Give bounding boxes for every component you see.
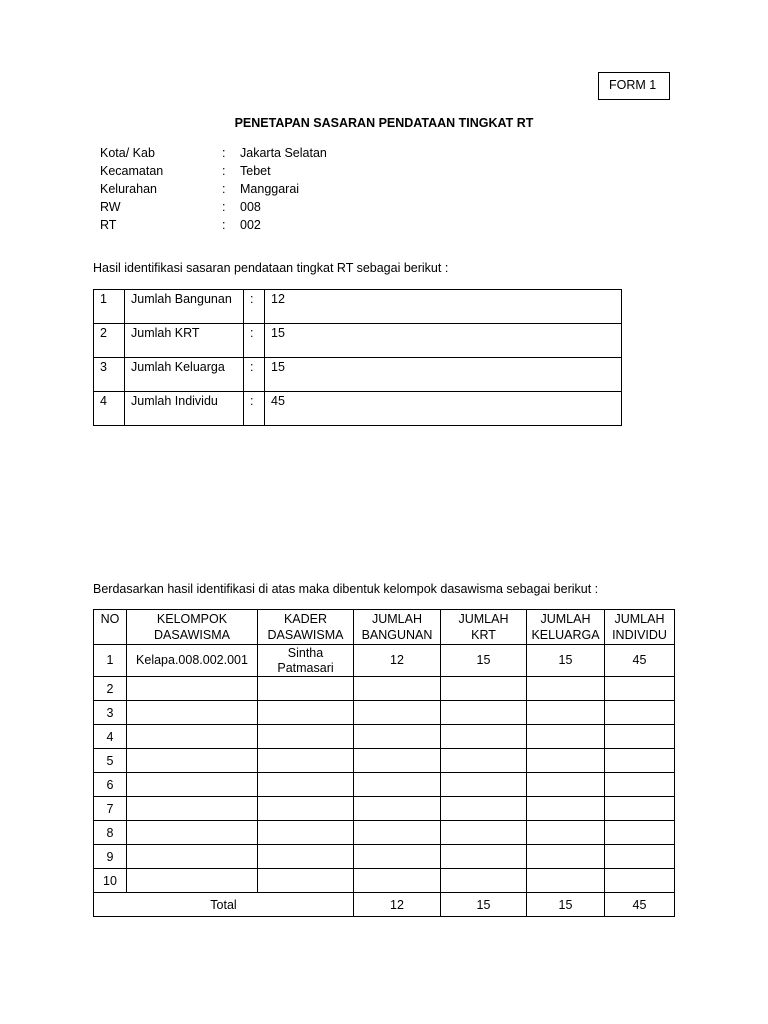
table-cell	[605, 701, 675, 725]
table-row	[94, 773, 675, 797]
summary-no: 1	[94, 290, 125, 324]
table-cell	[605, 869, 675, 893]
table-cell: 15	[527, 645, 605, 677]
column-header-line: DASAWISMA	[154, 628, 230, 642]
summary-no: 3	[94, 358, 125, 392]
location-colon: :	[222, 146, 226, 160]
table-header-row	[94, 610, 675, 645]
summary-table	[93, 289, 622, 426]
table-cell: 1	[94, 645, 127, 677]
total-value: 12	[354, 893, 441, 917]
table-cell	[258, 725, 354, 749]
intro-text: Hasil identifikasi sasaran pendataan tingkat RT sebagai berikut :	[93, 261, 449, 275]
table-row	[94, 645, 675, 677]
table-row	[94, 358, 622, 392]
table-cell	[354, 677, 441, 701]
group-text: Berdasarkan hasil identifikasi di atas maka dibentuk kelompok dasawisma sebagai berikut :	[93, 582, 599, 596]
location-value: Tebet	[240, 164, 271, 178]
table-cell	[354, 701, 441, 725]
table-cell	[354, 845, 441, 869]
table-cell	[441, 845, 527, 869]
column-header-line: KRT	[471, 628, 496, 642]
location-value: 008	[240, 200, 261, 214]
column-header-line: DASAWISMA	[267, 628, 344, 642]
column-header-line: NO	[100, 612, 120, 626]
table-cell	[127, 749, 258, 773]
table-cell	[441, 677, 527, 701]
table-cell	[354, 725, 441, 749]
table-cell: 4	[94, 725, 127, 749]
summary-label: Jumlah KRT	[125, 324, 244, 358]
location-value: Jakarta Selatan	[240, 146, 327, 160]
table-cell	[441, 773, 527, 797]
location-row	[100, 180, 327, 198]
table-row	[94, 701, 675, 725]
table-cell	[441, 701, 527, 725]
table-cell	[258, 845, 354, 869]
table-cell	[527, 677, 605, 701]
summary-colon: :	[244, 324, 265, 358]
table-row	[94, 869, 675, 893]
table-row	[94, 324, 622, 358]
table-cell	[127, 821, 258, 845]
location-row	[100, 216, 327, 234]
table-row	[94, 845, 675, 869]
table-cell	[527, 773, 605, 797]
column-header	[527, 610, 605, 645]
summary-colon: :	[244, 392, 265, 426]
column-header-line: JUMLAH	[614, 612, 665, 626]
table-cell: 9	[94, 845, 127, 869]
table-cell	[441, 725, 527, 749]
location-value: Manggarai	[240, 182, 300, 196]
summary-label: Jumlah Bangunan	[125, 290, 244, 324]
table-cell	[127, 797, 258, 821]
location-value: 002	[240, 218, 261, 232]
table-cell: 10	[94, 869, 127, 893]
table-cell	[258, 773, 354, 797]
table-row	[94, 725, 675, 749]
table-cell: 45	[605, 645, 675, 677]
table-cell	[605, 797, 675, 821]
table-cell: Sintha Patmasari	[258, 645, 354, 677]
table-cell: 8	[94, 821, 127, 845]
table-row	[94, 677, 675, 701]
table-cell	[527, 869, 605, 893]
table-cell	[527, 749, 605, 773]
table-cell	[605, 677, 675, 701]
total-value: 45	[605, 893, 675, 917]
table-row	[94, 392, 622, 426]
summary-colon: :	[244, 290, 265, 324]
table-cell: Kelapa.008.002.001	[127, 645, 258, 677]
summary-no: 2	[94, 324, 125, 358]
table-cell	[605, 845, 675, 869]
table-cell	[127, 845, 258, 869]
column-header	[605, 610, 675, 645]
column-header-line: KELUARGA	[531, 628, 600, 642]
table-cell	[605, 773, 675, 797]
column-header-line: KADER	[283, 612, 328, 626]
column-header-line: INDIVIDU	[612, 628, 667, 642]
column-header-line: JUMLAH	[371, 612, 422, 626]
location-colon: :	[222, 200, 226, 214]
table-row	[94, 290, 622, 324]
table-cell: 12	[354, 645, 441, 677]
table-cell	[527, 701, 605, 725]
form-label-box: FORM 1	[598, 72, 670, 100]
table-cell	[527, 845, 605, 869]
total-label: Total	[94, 893, 354, 917]
table-cell	[527, 797, 605, 821]
summary-label: Jumlah Individu	[125, 392, 244, 426]
column-header	[441, 610, 527, 645]
column-header	[258, 610, 354, 645]
location-label: Kecamatan	[100, 164, 164, 178]
table-cell	[441, 821, 527, 845]
column-header	[354, 610, 441, 645]
table-cell	[127, 773, 258, 797]
table-cell	[127, 677, 258, 701]
column-header-line: BANGUNAN	[361, 628, 433, 642]
table-row	[94, 821, 675, 845]
location-row	[100, 162, 327, 180]
column-header-line: JUMLAH	[458, 612, 509, 626]
table-cell	[605, 749, 675, 773]
table-row	[94, 749, 675, 773]
table-total-row	[94, 893, 675, 917]
table-cell	[354, 869, 441, 893]
table-cell	[354, 749, 441, 773]
table-cell	[354, 797, 441, 821]
column-header	[94, 610, 127, 645]
table-cell: 15	[441, 645, 527, 677]
summary-value: 12	[265, 290, 622, 324]
table-cell	[527, 821, 605, 845]
table-cell	[527, 725, 605, 749]
column-header-line: KELOMPOK	[156, 612, 228, 626]
table-cell	[441, 797, 527, 821]
location-info	[100, 144, 327, 234]
table-cell	[441, 749, 527, 773]
summary-no: 4	[94, 392, 125, 426]
column-header	[127, 610, 258, 645]
location-colon: :	[222, 164, 226, 178]
table-cell	[605, 821, 675, 845]
table-cell	[258, 821, 354, 845]
table-row	[94, 797, 675, 821]
location-colon: :	[222, 182, 226, 196]
table-cell	[258, 869, 354, 893]
table-cell	[127, 869, 258, 893]
table-cell: 7	[94, 797, 127, 821]
location-label: RW	[100, 200, 121, 214]
column-header-line: JUMLAH	[540, 612, 591, 626]
table-cell	[354, 773, 441, 797]
table-cell	[605, 725, 675, 749]
table-cell: 2	[94, 677, 127, 701]
table-cell	[258, 701, 354, 725]
table-cell	[441, 869, 527, 893]
table-cell	[127, 701, 258, 725]
summary-label: Jumlah Keluarga	[125, 358, 244, 392]
table-cell: 5	[94, 749, 127, 773]
total-value: 15	[441, 893, 527, 917]
summary-value: 15	[265, 324, 622, 358]
table-cell	[258, 797, 354, 821]
location-row	[100, 144, 327, 162]
table-cell	[127, 725, 258, 749]
table-cell: 3	[94, 701, 127, 725]
summary-value: 45	[265, 392, 622, 426]
table-cell	[258, 749, 354, 773]
table-cell	[354, 821, 441, 845]
summary-colon: :	[244, 358, 265, 392]
total-value: 15	[527, 893, 605, 917]
page-title: PENETAPAN SASARAN PENDATAAN TINGKAT RT	[234, 116, 534, 130]
summary-value: 15	[265, 358, 622, 392]
location-label: RT	[100, 218, 117, 232]
table-cell: 6	[94, 773, 127, 797]
table-cell	[258, 677, 354, 701]
dasawisma-table	[93, 609, 675, 917]
location-colon: :	[222, 218, 226, 232]
location-row	[100, 198, 327, 216]
location-label: Kota/ Kab	[100, 146, 155, 160]
location-label: Kelurahan	[100, 182, 157, 196]
